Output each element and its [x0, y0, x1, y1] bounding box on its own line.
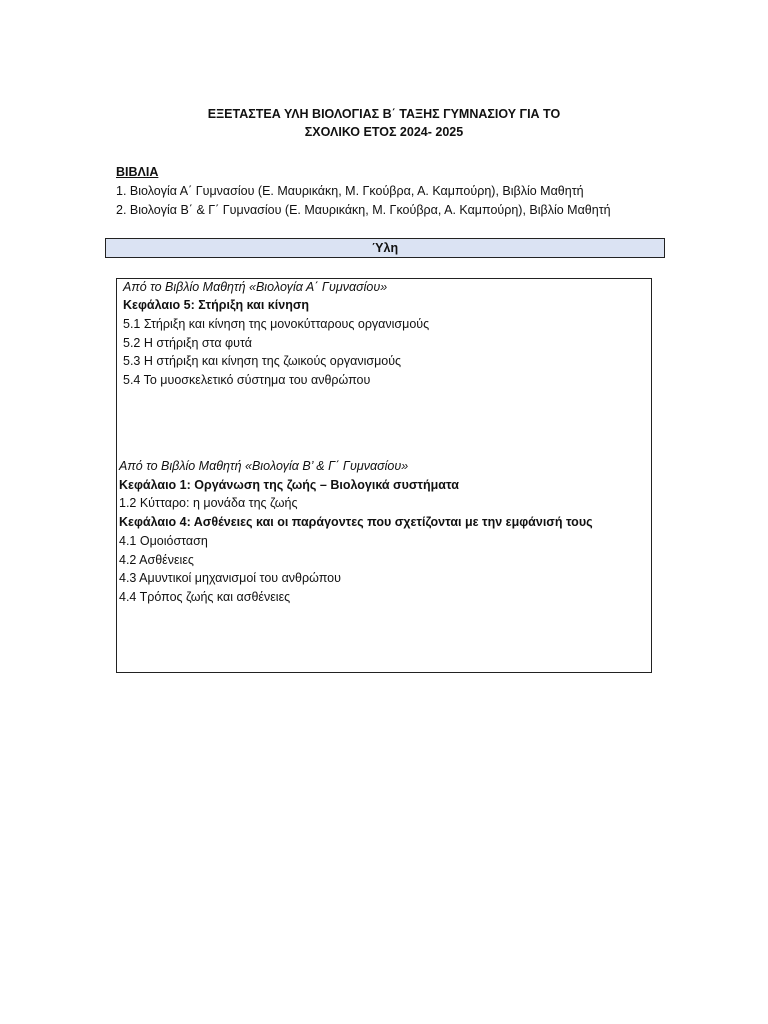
section-b-chapter4-item: 4.3 Αμυντικοί μηχανισμοί του ανθρώπου: [119, 571, 341, 585]
syllabus-box: [116, 278, 652, 673]
books-heading: ΒΙΒΛΙΑ: [116, 165, 159, 179]
page-title-line2: ΣΧΟΛΙΚΟ ΕΤΟΣ 2024- 2025: [304, 125, 464, 139]
section-b-source: Από το Βιβλίο Μαθητή «Βιολογία Β’ & Γ΄ Γυμνασίου»: [119, 459, 409, 473]
section-b-chapter4-item: 4.1 Ομοιόσταση: [119, 534, 208, 548]
book-item: 1. Βιολογία Α΄ Γυμνασίου (Ε. Μαυρικάκη, Μ. Γκούβρα, Α. Καμπούρη), Βιβλίο Μαθητή: [116, 184, 584, 198]
section-a-item: 5.1 Στήριξη και κίνηση της μονοκύτταρους οργανισμούς: [123, 317, 430, 331]
books-section: [116, 163, 611, 220]
book-item: 2. Βιολογία Β΄ & Γ΄ Γυμνασίου (Ε. Μαυρικάκη, Μ. Γκούβρα, Α. Καμπούρη), Βιβλίο Μαθητή: [116, 203, 611, 217]
section-a-source: Από το Βιβλίο Μαθητή «Βιολογία Α΄ Γυμνασίου»: [123, 280, 388, 294]
section-b-chapter4: Κεφάλαιο 4: Ασθένειες και οι παράγοντες που σχετίζονται με την εμφάνισή τους: [119, 515, 593, 529]
section-b-chapter1: Κεφάλαιο 1: Οργάνωση της ζωής – Βιολογικά συστήματα: [119, 478, 459, 492]
section-b-chapter4-item: 4.2 Ασθένειες: [119, 553, 194, 567]
page-title-line1: ΕΞΕΤΑΣΤΕΑ ΥΛΗ ΒΙΟΛΟΓΙΑΣ Β΄ ΤΑΞΗΣ ΓΥΜΝΑΣΙΟΥ ΓΙΑ ΤΟ: [207, 107, 561, 121]
section-a-item: 5.3 Η στήριξη και κίνηση της ζωικούς οργανισμούς: [123, 354, 402, 368]
section-b-chapter4-item: 4.4 Τρόπος ζωής και ασθένειες: [119, 590, 291, 604]
section-a-chapter: Κεφάλαιο 5: Στήριξη και κίνηση: [123, 298, 310, 312]
syllabus-header: Ύλη: [105, 238, 665, 258]
section-b-chapter1-item: 1.2 Κύτταρο: η μονάδα της ζωής: [119, 496, 298, 510]
section-a-item: 5.2 Η στήριξη στα φυτά: [123, 336, 252, 350]
section-a-item: 5.4 Το μυοσκελετικό σύστημα του ανθρώπου: [123, 373, 371, 387]
